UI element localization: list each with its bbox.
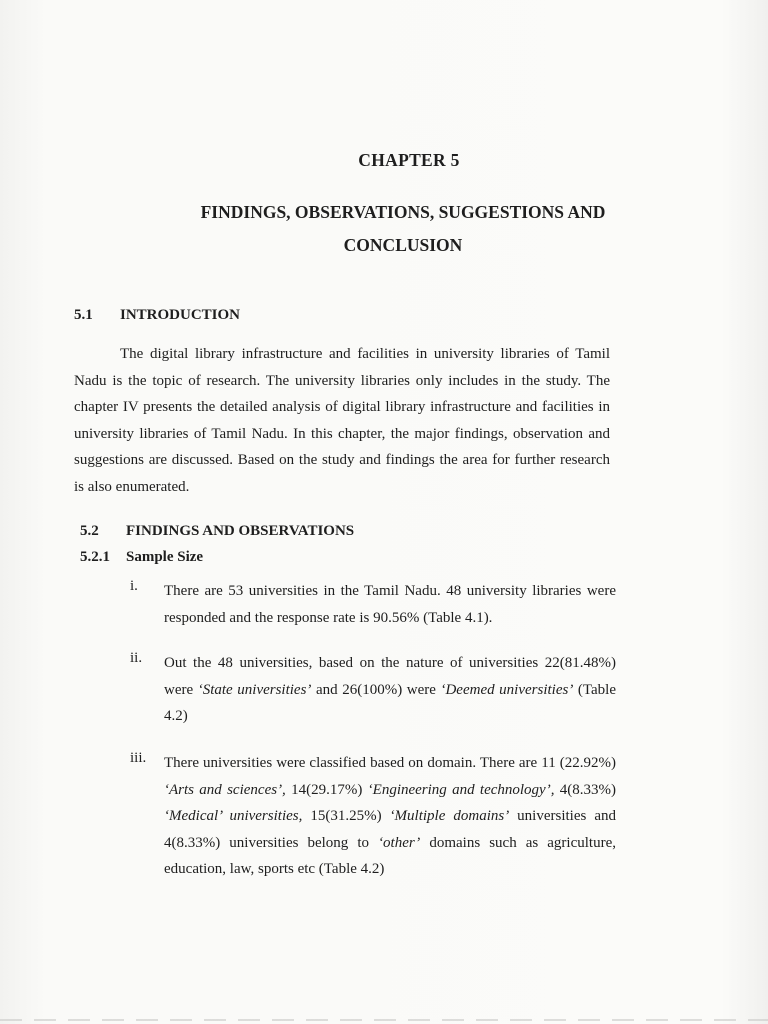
section-heading-findings bbox=[80, 523, 480, 543]
subsection-title: Sample Size bbox=[126, 549, 204, 565]
list-item-text: Out the 48 universities, based on the nature of universities 22(81.48%) were ‘State universities’ and 26(100%) were ‘Deemed universities’ (Table 4.2) bbox=[164, 655, 616, 724]
list-item-number: ii. bbox=[130, 650, 143, 666]
chapter-number: CHAPTER 5 bbox=[358, 150, 460, 170]
list-item-number: iii. bbox=[130, 750, 147, 766]
section-title: INTRODUCTION bbox=[120, 307, 241, 323]
intro-paragraph: The digital library infrastructure and facilities in university libraries of Tamil Nadu is the topic of research. The university libraries only includes in the study. The chapter IV presents the detailed analysis of digital library infrastructure and facilities in university libraries of Tamil Nadu. In this chapter, the major findings, observation and suggestions are discussed. Based on the study and findings the area for further research is also enumerated. bbox=[74, 346, 610, 495]
chapter-title bbox=[0, 196, 768, 262]
scan-artifact-line bbox=[0, 1019, 768, 1021]
list-item-number: i. bbox=[130, 578, 138, 594]
section-number: 5.1 bbox=[74, 307, 93, 323]
section-heading-intro bbox=[74, 307, 374, 327]
chapter-title-line-2: CONCLUSION bbox=[343, 235, 463, 255]
section-title: FINDINGS AND OBSERVATIONS bbox=[126, 523, 355, 539]
subsection-number: 5.2.1 bbox=[80, 549, 110, 565]
chapter-title-line-1: FINDINGS, OBSERVATIONS, SUGGESTIONS AND bbox=[200, 202, 606, 222]
list-item-text: There are 53 universities in the Tamil Nadu. 48 university libraries were responded and the response rate is 90.56% (Table 4.1). bbox=[164, 583, 616, 626]
section-number: 5.2 bbox=[80, 523, 99, 539]
list-item-text: There universities were classified based on domain. There are 11 (22.92%) ‘Arts and sciences’, 14(29.17%) ‘Engineering and technology’, 4(8.33%) ‘Medical’ universities, 15(31.25%) ‘Multiple domains’ universities and 4(8.33%) universities belong to ‘other’ domains such as agriculture, education, law, sports etc (Table 4.2) bbox=[164, 755, 616, 877]
subsection-heading-sample-size bbox=[80, 549, 380, 569]
